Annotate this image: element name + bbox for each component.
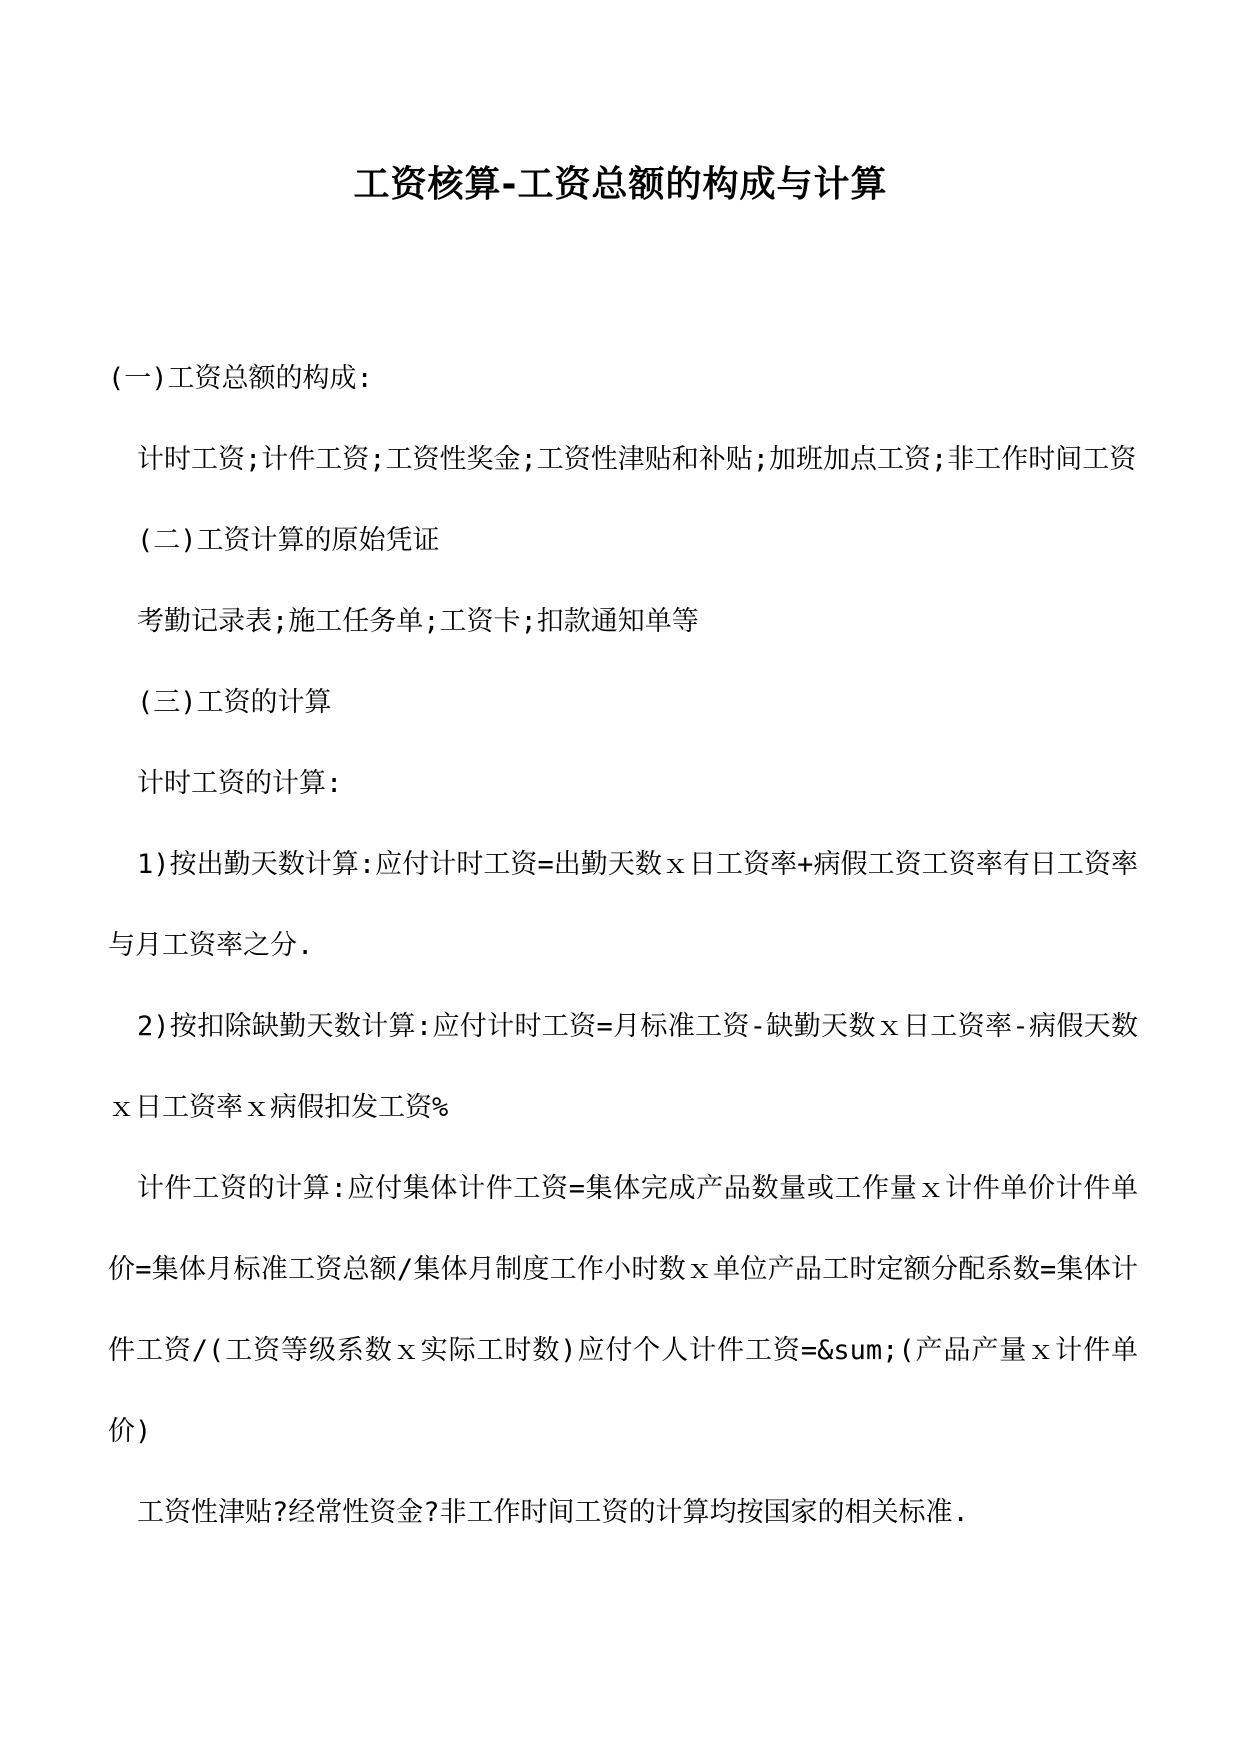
subheading-time-wage: 计时工资的计算: <box>137 768 343 799</box>
section-heading-source-documents: (二)工资计算的原始凭证 <box>137 525 440 556</box>
document-body <box>108 338 1138 1553</box>
paragraph-absence-deduction-method: 2)按扣除缺勤天数计算:应付计时工资=月标准工资-缺勤天数ｘ日工资率-病假天数ｘ日工资率ｘ病假扣发工资% <box>108 1011 1138 1123</box>
paragraph-wage-components: 计时工资;计件工资;工资性奖金;工资性津贴和补贴;加班加点工资;非工作时间工资 <box>137 444 1137 475</box>
section-heading-calculation: (三)工资的计算 <box>137 687 332 718</box>
paragraph-source-documents: 考勤记录表;施工任务单;工资卡;扣款通知单等 <box>137 606 699 637</box>
document-title: 工资核算-工资总额的构成与计算 <box>353 164 888 205</box>
paragraph-attendance-method: 1)按出勤天数计算:应付计时工资=出勤天数ｘ日工资率+病假工资工资率有日工资率与月工资率之分. <box>108 849 1138 961</box>
section-heading-composition: (一)工资总额的构成: <box>108 363 373 394</box>
paragraph-piece-wage: 计件工资的计算:应付集体计件工资=集体完成产品数量或工作量ｘ计件单价计件单价=集体月标准工资总额/集体月制度工作小时数ｘ单位产品工时定额分配系数=集体计件工资/(工资等级系数ｘ实际工时数)应付个人计件工资=&sum;(产品产量ｘ计件单价) <box>108 1173 1138 1447</box>
paragraph-allowances-note: 工资性津贴?经常性资金?非工作时间工资的计算均按国家的相关标准. <box>137 1497 969 1528</box>
